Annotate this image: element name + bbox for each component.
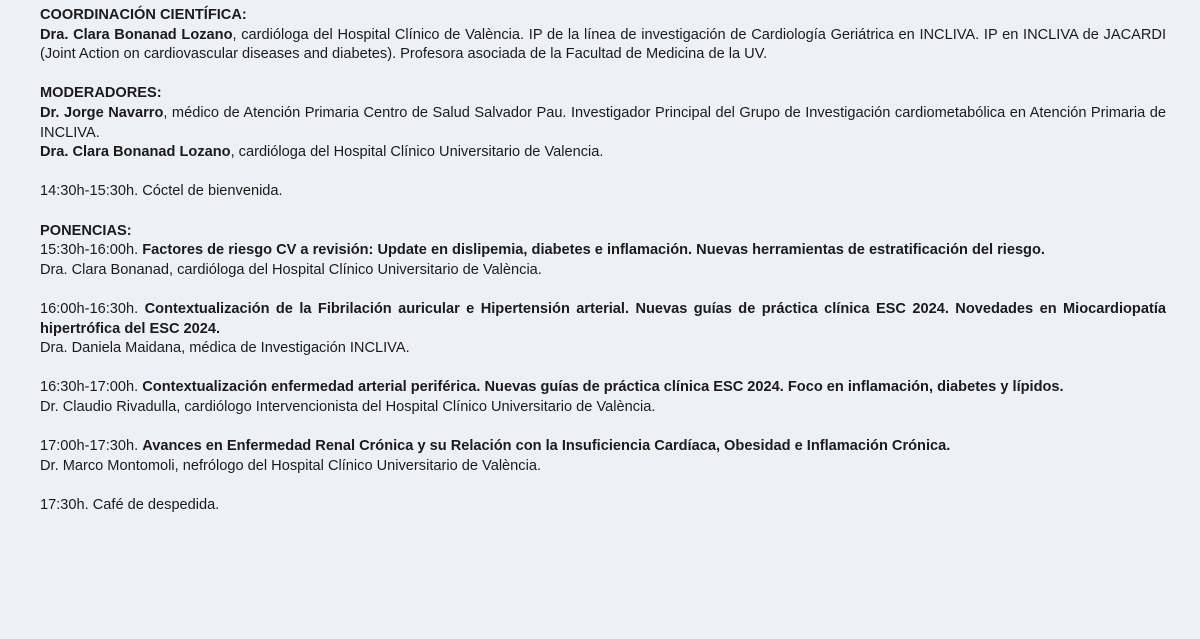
- farewell-event: 17:30h. Café de despedida.: [40, 496, 220, 513]
- talk-title: Factores de riesgo CV a revisión: Update en dislipemia, diabetes e inflamación. Nuevas herramientas de estratificación del riesgo.: [142, 242, 1045, 259]
- coordinator-entry: [40, 26, 1166, 65]
- talk-item: [40, 378, 1166, 417]
- talk-speaker: Dra. Daniela Maidana, médica de Investigación INCLIVA.: [40, 340, 410, 357]
- coordinator-name: Dra. Clara Bonanad Lozano: [40, 26, 233, 43]
- talk-title: Contextualización enfermedad arterial periférica. Nuevas guías de práctica clínica ESC 2024. Foco en inflamación, diabetes y lípidos.: [142, 379, 1064, 396]
- talk-speaker: Dra. Clara Bonanad, cardióloga del Hospital Clínico Universitario de València.: [40, 261, 542, 278]
- talk-time: 16:30h-17:00h.: [40, 379, 143, 396]
- welcome-event: 14:30h-15:30h. Cóctel de bienvenida.: [40, 183, 283, 200]
- moderator-description: , médico de Atención Primaria Centro de Salud Salvador Pau. Investigador Principal del Grupo de Investigación cardiometabólica en Atención Primaria de INCLIVA.: [40, 104, 1166, 141]
- talk-title-line: [40, 300, 1166, 339]
- talk-title-line: [40, 437, 1166, 457]
- moderators-section: [40, 84, 1166, 162]
- talk-time: 15:30h-16:00h.: [40, 242, 143, 259]
- coordinator-description: , cardióloga del Hospital Clínico de València. IP de la línea de investigación de Cardiología Geriátrica en INCLIVA. IP en INCLIVA de JACARDI (Joint Action on cardiovascular diseases and diabetes). Profesora asociada de la Facultad de Medicina de la UV.: [40, 26, 1166, 63]
- talks-heading: PONENCIAS:: [40, 222, 132, 239]
- moderator-name: Dr. Jorge Navarro: [40, 104, 164, 121]
- moderator-entry: [40, 143, 1166, 163]
- talk-item: [40, 241, 1166, 280]
- talk-time: 17:00h-17:30h.: [40, 438, 143, 455]
- talk-title-line: [40, 378, 1166, 398]
- talk-title-line: [40, 241, 1166, 261]
- talk-title: Avances en Enfermedad Renal Crónica y su Relación con la Insuficiencia Cardíaca, Obesidad e Inflamación Crónica.: [142, 438, 951, 455]
- talk-time: 16:00h-16:30h.: [40, 300, 145, 317]
- talks-section: [40, 222, 1166, 477]
- talk-title: Contextualización de la Fibrilación auricular e Hipertensión arterial. Nuevas guías de práctica clínica ESC 2024. Novedades en Miocardiopatía hipertrófica del ESC 2024.: [40, 300, 1166, 337]
- moderators-heading: MODERADORES:: [40, 85, 162, 102]
- moderator-entry: [40, 104, 1166, 143]
- talk-speaker: Dr. Claudio Rivadulla, cardiólogo Intervencionista del Hospital Clínico Universitario de València.: [40, 398, 656, 415]
- talk-item: [40, 300, 1166, 359]
- talk-item: [40, 437, 1166, 476]
- coordination-section: [40, 6, 1166, 65]
- moderator-description: , cardióloga del Hospital Clínico Universitario de Valencia.: [230, 144, 604, 161]
- coordination-heading: COORDINACIÓN CIENTÍFICA:: [40, 7, 247, 23]
- talk-speaker: Dr. Marco Montomoli, nefrólogo del Hospital Clínico Universitario de València.: [40, 457, 542, 474]
- moderator-name: Dra. Clara Bonanad Lozano: [40, 144, 231, 161]
